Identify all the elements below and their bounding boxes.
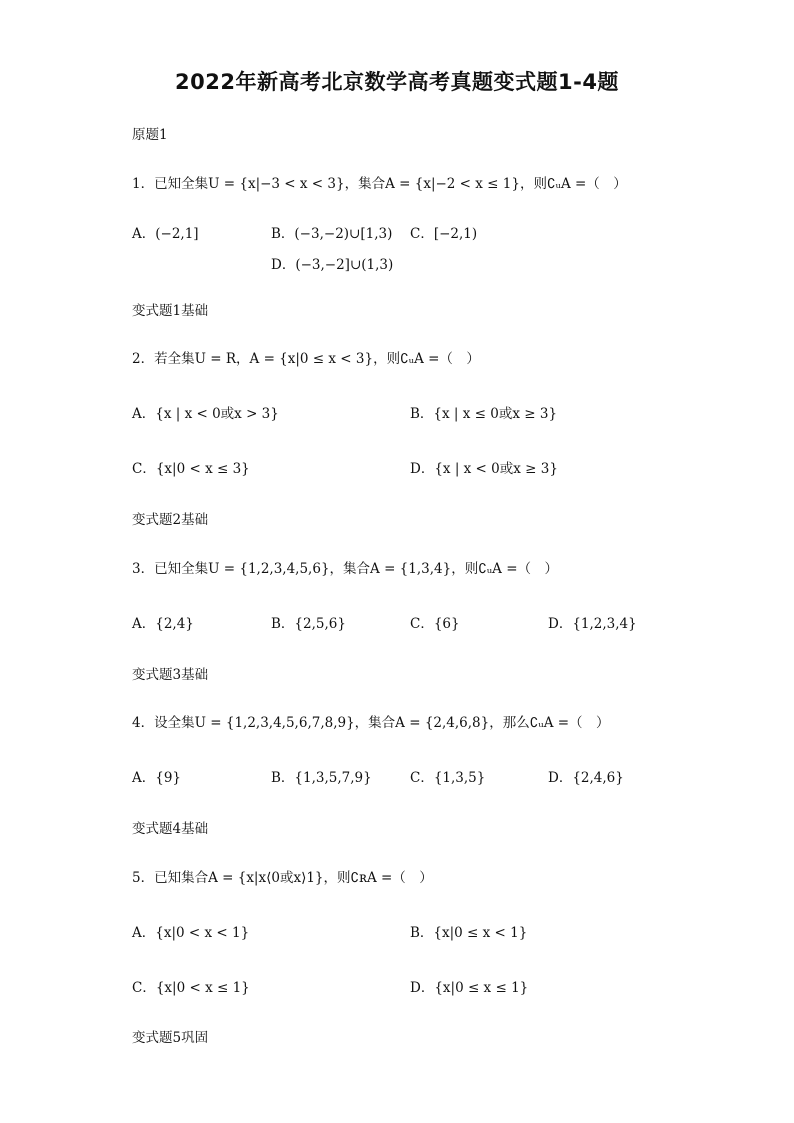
section-heading: 原题1	[132, 127, 168, 143]
option-d: D．{x|0 ≤ x ≤ 1}	[410, 980, 529, 996]
option-b: B．{2,5,6}	[271, 616, 346, 632]
section-heading: 变式题2基础	[132, 512, 209, 528]
option-a: A．{9}	[132, 770, 182, 786]
page-title: 2022年新高考北京数学高考真题变式题1-4题	[175, 70, 619, 94]
option-c: C．{6}	[410, 616, 460, 632]
option-b: B．{x | x ≤ 0或x ≥ 3}	[410, 406, 558, 422]
option-a: A．{x|0 < x < 1}	[132, 925, 250, 941]
section-heading: 变式题3基础	[132, 667, 209, 683]
option-c: C．[−2,1)	[410, 226, 478, 242]
option-b: B．{x|0 ≤ x < 1}	[410, 925, 528, 941]
question-text: 5．已知集合A = {x|x⟨0或x⟩1}，则∁ʀA =（ ）	[132, 870, 433, 886]
option-d: D．{x | x < 0或x ≥ 3}	[410, 461, 558, 477]
question-text: 3．已知全集U = {1,2,3,4,5,6}，集合A = {1,3,4}，则∁ᵤA =（ ）	[132, 561, 559, 577]
option-b: B．{1,3,5,7,9}	[271, 770, 372, 786]
section-heading: 变式题4基础	[132, 821, 209, 837]
option-d: D．(−3,−2]∪(1,3)	[271, 257, 394, 273]
option-a: A．(−2,1]	[132, 226, 199, 242]
option-a: A．{x | x < 0或x > 3}	[132, 406, 279, 422]
question-text: 2．若全集U = R，A = {x|0 ≤ x < 3}，则∁ᵤA =（ ）	[132, 351, 480, 367]
question-text: 1．已知全集U = {x|−3 < x < 3}，集合A = {x|−2 < x ≤ 1}，则∁ᵤA =（ ）	[132, 176, 627, 192]
option-d: D．{1,2,3,4}	[548, 616, 637, 632]
option-b: B．(−3,−2)∪[1,3)	[271, 226, 393, 242]
option-c: C．{x|0 < x ≤ 3}	[132, 461, 250, 477]
option-c: C．{x|0 < x ≤ 1}	[132, 980, 250, 996]
option-a: A．{2,4}	[132, 616, 194, 632]
section-heading: 变式题1基础	[132, 303, 209, 319]
option-d: D．{2,4,6}	[548, 770, 624, 786]
question-text: 4．设全集U = {1,2,3,4,5,6,7,8,9}，集合A = {2,4,6,8}，那么∁ᵤA =（ ）	[132, 715, 610, 731]
option-c: C．{1,3,5}	[410, 770, 486, 786]
section-heading: 变式题5巩固	[132, 1030, 209, 1046]
